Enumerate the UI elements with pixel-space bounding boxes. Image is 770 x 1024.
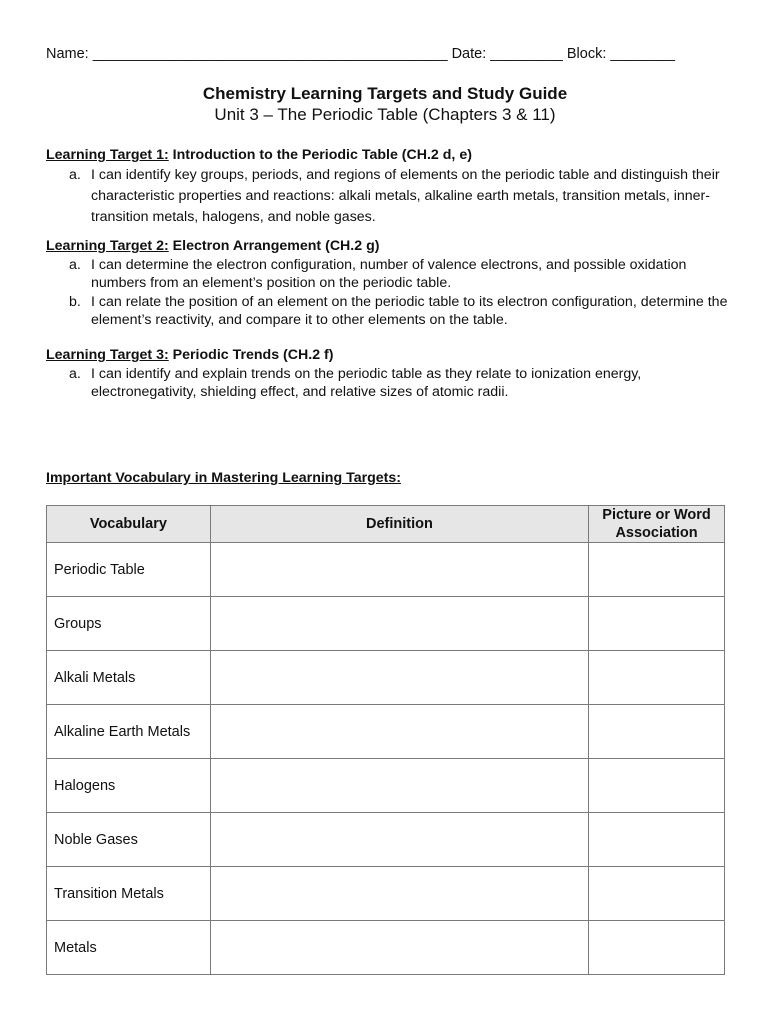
column-header-picture-association: Picture or Word Association (589, 506, 725, 543)
definition-cell[interactable] (210, 867, 588, 921)
learning-target-item (46, 293, 736, 330)
item-text: I can determine the electron configuration, number of valence electrons, and possible oxidation numbers from an element’s position on the periodic table. (91, 256, 687, 291)
table-row (47, 921, 725, 975)
vocabulary-term: Alkaline Earth Metals (47, 705, 211, 759)
vocabulary-term: Periodic Table (47, 543, 211, 597)
item-text: I can relate the position of an element on the periodic table to its electron configuration, determine the element’s reactivity, and compare it to other elements on the table. (91, 293, 728, 328)
item-marker: b. (69, 293, 81, 310)
definition-cell[interactable] (210, 597, 588, 651)
definition-cell[interactable] (210, 813, 588, 867)
definition-cell[interactable] (210, 921, 588, 975)
learning-target-label: Learning Target 2: (46, 238, 169, 254)
association-cell[interactable] (589, 921, 725, 975)
vocabulary-term: Noble Gases (47, 813, 211, 867)
learning-target-title: Introduction to the Periodic Table (CH.2 d, e) (172, 147, 472, 163)
table-header-row (47, 506, 725, 543)
vocabulary-term: Halogens (47, 759, 211, 813)
learning-target-label: Learning Target 3: (46, 347, 169, 363)
learning-target-title: Electron Arrangement (CH.2 g) (172, 238, 380, 254)
association-cell[interactable] (589, 759, 725, 813)
item-text: I can identify key groups, periods, and regions of elements on the periodic table and distinguish their characteristic properties and reactions: alkali metals, alkaline earth metals, transition metals, inner-transition metals, halogens, and noble gases. (91, 166, 720, 225)
table-row (47, 867, 725, 921)
table-row (47, 759, 725, 813)
page-title: Chemistry Learning Targets and Study Guide (202, 84, 568, 103)
table-row (47, 705, 725, 759)
column-header-definition: Definition (210, 506, 588, 543)
table-row (47, 651, 725, 705)
definition-cell[interactable] (210, 759, 588, 813)
learning-target-item (46, 365, 736, 402)
learning-target-item (46, 165, 736, 228)
association-cell[interactable] (589, 867, 725, 921)
learning-target-3 (46, 346, 736, 402)
learning-target-heading (46, 237, 736, 256)
table-row (47, 543, 725, 597)
definition-cell[interactable] (210, 543, 588, 597)
definition-cell[interactable] (210, 705, 588, 759)
vocabulary-table (46, 505, 725, 975)
learning-target-item (46, 256, 736, 293)
column-header-vocabulary: Vocabulary (47, 506, 211, 543)
association-cell[interactable] (589, 597, 725, 651)
vocabulary-heading: Important Vocabulary in Mastering Learning Targets: (46, 470, 402, 486)
learning-target-1 (46, 146, 736, 228)
learning-target-title: Periodic Trends (CH.2 f) (172, 347, 334, 363)
item-marker: a. (69, 256, 81, 273)
vocabulary-term: Alkali Metals (47, 651, 211, 705)
table-row (47, 597, 725, 651)
association-cell[interactable] (589, 813, 725, 867)
association-cell[interactable] (589, 705, 725, 759)
association-cell[interactable] (589, 651, 725, 705)
association-cell[interactable] (589, 543, 725, 597)
vocabulary-term: Groups (47, 597, 211, 651)
learning-target-label: Learning Target 1: (46, 147, 169, 163)
definition-cell[interactable] (210, 651, 588, 705)
name-date-block-line: Name: ____________________________________________ Date: _________ Block: ________ (46, 46, 675, 62)
learning-target-heading (46, 146, 736, 165)
item-text: I can identify and explain trends on the periodic table as they relate to ionization energy, electronegativity, shielding effect, and relative sizes of atomic radii. (91, 365, 642, 400)
item-marker: a. (69, 365, 81, 382)
table-row (47, 813, 725, 867)
vocabulary-term: Metals (47, 921, 211, 975)
page-subtitle: Unit 3 – The Periodic Table (Chapters 3 & 11) (214, 105, 556, 124)
learning-target-heading (46, 346, 736, 365)
item-marker: a. (69, 166, 81, 183)
vocabulary-term: Transition Metals (47, 867, 211, 921)
learning-target-2 (46, 237, 736, 330)
